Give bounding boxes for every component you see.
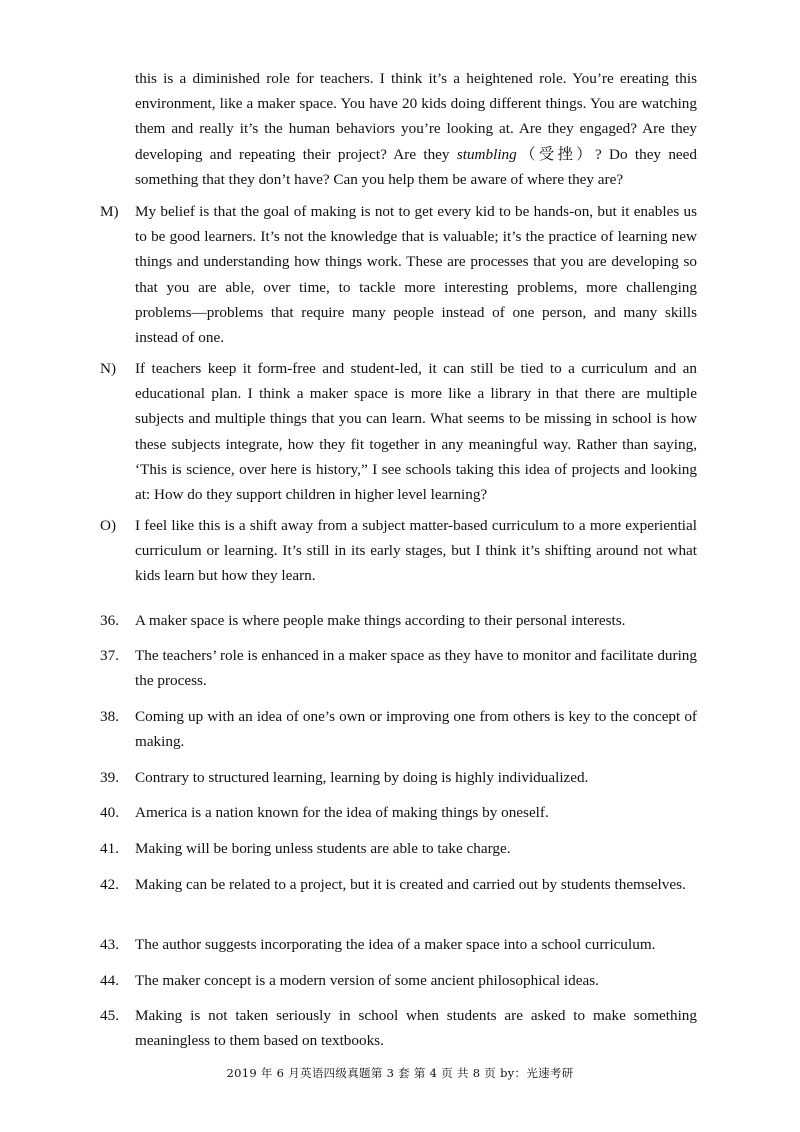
question-44 xyxy=(100,968,697,993)
paragraph-text: If teachers keep it form-free and student-led, it can still be tied to a curriculum and an educational plan. I think a maker space is more like a library in that there are multiple subjects and multiple things that you can learn. What seems to be missing in school is how these subjects integrate, how they fit together in any meaningful way. Rather than saying, ‘This is science, over here is history,” I see schools taking this idea of projects and looking at: How do they support children in higher level learning? xyxy=(135,360,697,504)
question-text: The maker concept is a modern version of some ancient philosophical ideas. xyxy=(135,972,599,989)
paragraph-text: My belief is that the goal of making is not to get every kid to be hands-on, but it enables us to be good learners. It’s not the knowledge that is valuable; it’s the practice of learning new things and understanding how things work. These are processes that you are developing so that you are able, over time, to tackle more interesting problems, more challenging problems—problems that require many people instead of one person, and many skills instead of one. xyxy=(135,203,697,347)
question-43 xyxy=(100,932,697,957)
question-number: 40. xyxy=(100,804,119,821)
paragraph-l-continuation xyxy=(135,66,697,192)
question-number: 44. xyxy=(100,972,119,989)
question-number: 38. xyxy=(100,708,119,725)
question-text: Making can be related to a project, but it is created and carried out by students themselves. xyxy=(135,876,686,893)
paragraph-label: O) xyxy=(100,517,117,534)
question-number: 39. xyxy=(100,769,119,786)
paragraph-m xyxy=(100,199,697,350)
lead-italic-word: stumbling xyxy=(456,145,517,163)
question-40 xyxy=(100,800,697,825)
paragraph-label: N) xyxy=(100,360,117,377)
question-45 xyxy=(100,1003,697,1053)
lead-text-part2: （受挫）? Do they need something that they don’t have? Can you help them be aware of where they are? xyxy=(135,145,697,188)
question-number: 43. xyxy=(100,936,119,953)
paragraph-label: M) xyxy=(100,203,119,220)
question-number: 45. xyxy=(100,1007,119,1024)
question-text: Coming up with an idea of one’s own or improving one from others is key to the concept of making. xyxy=(135,708,697,751)
question-39 xyxy=(100,765,697,790)
question-text: The author suggests incorporating the idea of a maker space into a school curriculum. xyxy=(135,936,656,953)
question-text: A maker space is where people make things according to their personal interests. xyxy=(135,612,626,629)
question-number: 41. xyxy=(100,840,119,857)
paragraph-n xyxy=(100,356,697,507)
lead-text-part1: this is a diminished role for teachers. I think it’s a heightened role. You’re ereating this environment, like a maker space. You have 20 kids doing different things. You are watching them and really it’s the human behaviors you’re looking at. Are they engaged? Are they developing and repeating their project? Are they xyxy=(135,70,697,163)
question-text: Making is not taken seriously in school when students are asked to make something meaningless to them based on textbooks. xyxy=(135,1007,697,1050)
question-38 xyxy=(100,704,697,754)
question-42 xyxy=(100,872,697,897)
question-text: Making will be boring unless students are able to take charge. xyxy=(135,840,511,857)
paragraph-text: I feel like this is a shift away from a subject matter-based curriculum to a more experiential curriculum or learning. It’s still in its early stages, but I think it’s shifting around not what kids learn but how they learn. xyxy=(135,517,697,585)
question-number: 42. xyxy=(100,876,119,893)
question-number: 36. xyxy=(100,612,119,629)
question-text: The teachers’ role is enhanced in a maker space as they have to monitor and facilitate during the process. xyxy=(135,647,697,690)
paragraph-o xyxy=(100,513,697,589)
question-41 xyxy=(100,836,697,861)
question-36 xyxy=(100,608,697,633)
question-text: Contrary to structured learning, learning by doing is highly individualized. xyxy=(135,769,589,786)
question-text: America is a nation known for the idea of making things by oneself. xyxy=(135,804,549,821)
page-footer: 2019 年 6 月英语四级真题第 3 套 第 4 页 共 8 页 by：光速考研 xyxy=(226,1066,574,1080)
question-number: 37. xyxy=(100,647,119,664)
question-37 xyxy=(100,643,697,693)
